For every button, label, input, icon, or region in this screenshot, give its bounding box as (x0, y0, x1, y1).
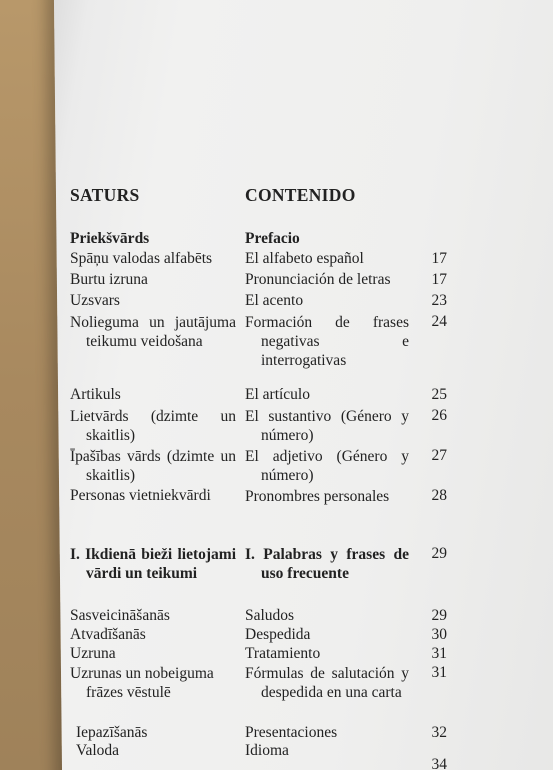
latvian-section-title: I. Ikdienā bieži lietojami vārdi un teikumi (70, 546, 236, 582)
spanish-title: Despedida (245, 626, 311, 643)
toc-entry (0, 407, 553, 447)
page-number: 27 (431, 447, 447, 464)
spanish-title: El alfabeto español (245, 250, 364, 267)
page-number: 26 (431, 407, 447, 424)
page-number: 30 (431, 626, 447, 643)
spanish-title: Presentaciones (245, 724, 338, 741)
toc-entry (0, 487, 553, 545)
page-number: 34 (431, 756, 447, 770)
toc-entry (0, 292, 553, 313)
latvian-title: Burtu izruna (70, 271, 148, 288)
spanish-title: Formación de frases negativas e interrogativas (245, 314, 409, 369)
page-number: 29 (431, 607, 447, 624)
toc-section-entry (0, 545, 553, 607)
latvian-title: Uzrunas un nobeiguma frāzes vēstulē (70, 665, 214, 701)
page-number: 29 (431, 545, 447, 562)
toc-entry (0, 230, 553, 250)
spanish-heading: CONTENIDO (245, 185, 356, 205)
toc-entry (0, 313, 553, 386)
latvian-title: Lietvārds (dzimte un skaitlis) (70, 408, 236, 444)
latvian-title: Atvadīšanās (70, 626, 146, 643)
spanish-title: Idioma (245, 742, 289, 759)
latvian-title: Valoda (76, 742, 120, 759)
toc-entry (0, 271, 553, 292)
spanish-title: El artículo (245, 386, 310, 403)
page-number: 32 (431, 724, 447, 741)
latvian-title: Spāņu valodas alfabēts (70, 250, 213, 267)
spanish-title: Pronombres personales (245, 488, 390, 505)
spanish-title: El adjetivo (Género y número) (245, 448, 409, 484)
page-number: 28 (431, 487, 447, 504)
page-number: 17 (431, 250, 447, 267)
spanish-title: Pronunciación de letras (245, 271, 391, 288)
latvian-title: Īpašības vārds (dzimte un skaitlis) (70, 448, 236, 484)
toc-entry (0, 664, 553, 724)
toc-entries (0, 230, 553, 770)
toc-entry (0, 250, 553, 271)
spanish-title: El acento (245, 292, 304, 309)
page-number: 17 (431, 271, 447, 288)
spanish-title: Fórmulas de salutación y despedida en una carta (245, 665, 409, 701)
page-number: 25 (431, 386, 447, 403)
latvian-title: Uzruna (70, 645, 116, 662)
page-number: 31 (431, 645, 447, 662)
latvian-heading: SATURS (70, 185, 140, 205)
toc-entry (0, 607, 553, 626)
toc-entry (0, 447, 553, 487)
toc-entry (0, 724, 553, 742)
spanish-section-title: I. Palabras y frases de uso frecuente (245, 546, 409, 582)
latvian-title: Artikuls (70, 386, 121, 403)
toc-entry (0, 645, 553, 664)
toc-entry (0, 626, 553, 645)
latvian-title: Nolieguma un jautājuma teikumu veidošana (70, 314, 236, 350)
spanish-title: Prefacio (245, 230, 300, 247)
toc-entry (0, 742, 553, 770)
latvian-title: Uzsvars (70, 292, 120, 309)
latvian-title: Sasveicināšanās (70, 607, 170, 624)
page-number: 24 (431, 313, 447, 330)
spanish-title: Saludos (245, 607, 295, 624)
page-number: 23 (431, 292, 447, 309)
page-number: 31 (431, 664, 447, 681)
spanish-title: Tratamiento (245, 645, 321, 662)
latvian-title: Personas vietniekvārdi (70, 487, 211, 504)
latvian-title: Priekšvārds (70, 230, 150, 247)
latvian-title: Iepazīšanās (76, 724, 148, 741)
toc-entry (0, 386, 553, 407)
spanish-title: El sustantivo (Género y número) (245, 408, 409, 444)
